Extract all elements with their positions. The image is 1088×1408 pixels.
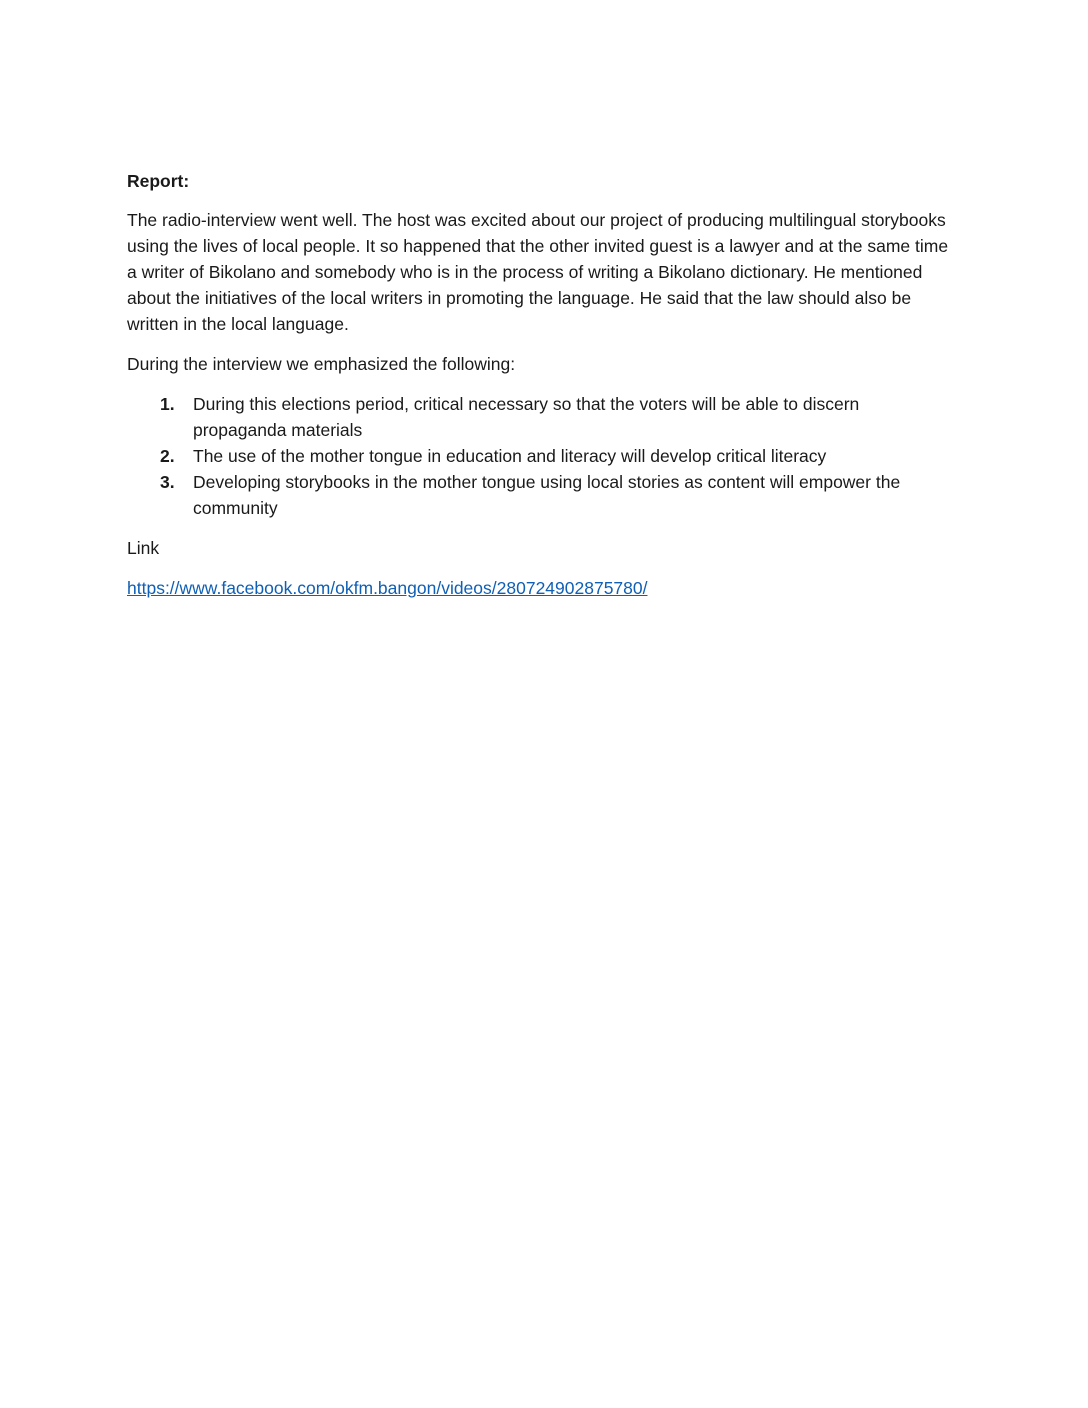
interview-emphasis-intro: During the interview we emphasized the following: [127,354,516,374]
list-item-text: During this elections period, critical necessary so that the voters will be able to discern propaganda materials [193,394,860,440]
facebook-video-link[interactable]: https://www.facebook.com/okfm.bangon/videos/280724902875780/ [127,578,648,598]
list-item [160,443,932,469]
link-label: Link [127,538,160,558]
report-paragraph: The radio-interview went well. The host was excited about our project of producing multilingual storybooks using the lives of local people. It so happened that the other invited guest is a lawyer and at the same time a writer of Bikolano and somebody who is in the process of writing a Bikolano dictionary. He mentioned about the initiatives of the local writers in promoting the language. He said that the law should also be written in the local language. [127,210,949,334]
emphasis-list [160,391,959,521]
list-item [160,469,932,521]
list-item-number: 3. [160,472,175,492]
document-content [127,168,959,601]
list-item [160,391,932,443]
list-item-number: 1. [160,394,175,414]
report-heading: Report: [127,171,190,191]
list-item-text: The use of the mother tongue in education and literacy will develop critical literacy [193,446,827,466]
list-item-number: 2. [160,446,175,466]
list-item-text: Developing storybooks in the mother tongue using local stories as content will empower the community [193,472,901,518]
